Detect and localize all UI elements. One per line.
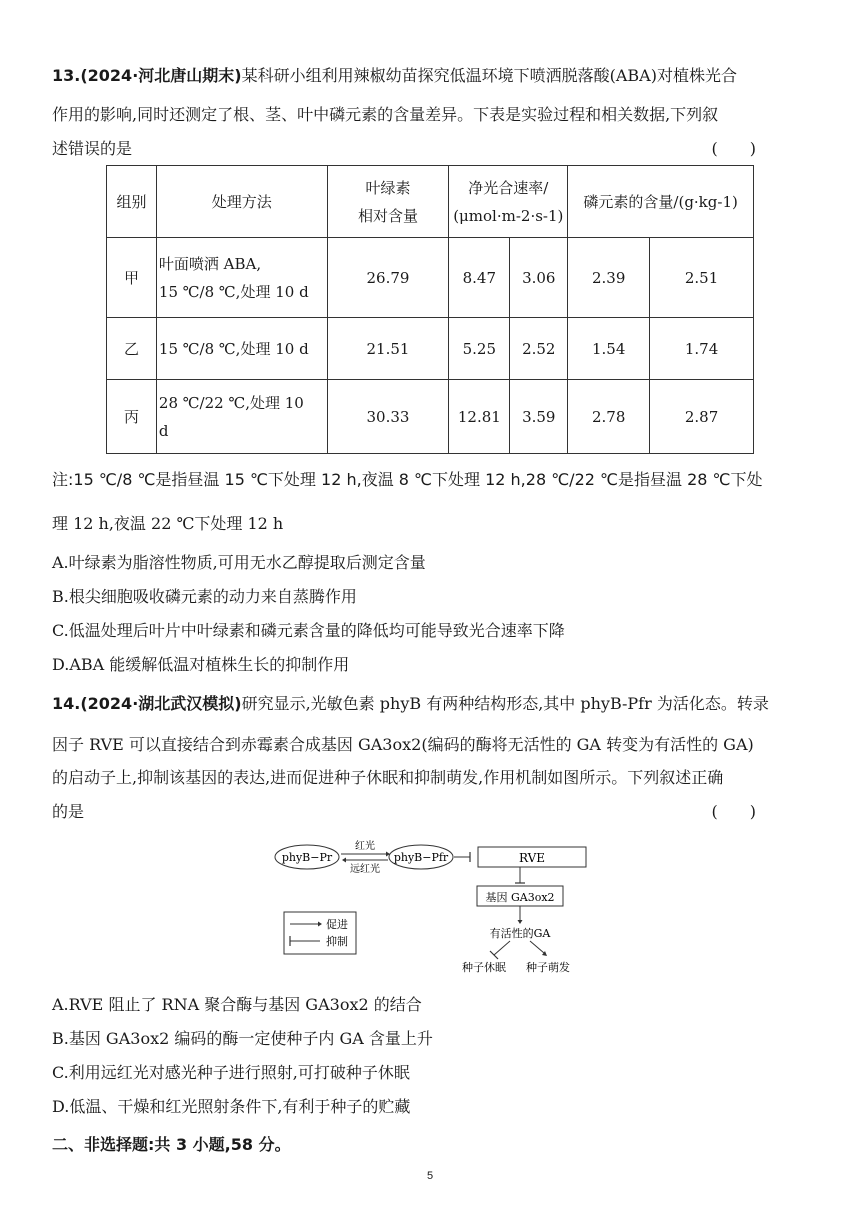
table-note-line2: 理 12 h,夜温 22 ℃下处理 12 h: [52, 514, 284, 533]
q14-line1: 14.(2024·湖北武汉模拟)研究显示,光敏色素 phyB 有两种结构形态,其中 phyB-Pfr 为活化态。转录: [52, 694, 769, 713]
germination-label: 种子萌发: [526, 961, 570, 974]
answer-paren: ( ): [711, 802, 756, 821]
legend-arrow-icon: [318, 922, 322, 927]
header-chlorophyll: 叶绿素 相对含量: [327, 166, 449, 238]
header-group: 组别: [107, 166, 157, 238]
q14-option-b: B.基因 GA3ox2 编码的酶一定使种子内 GA 含量上升: [52, 1029, 433, 1048]
phyb-pfr-label: phyB−Pfr: [393, 851, 449, 864]
table-row: 甲 叶面喷洒 ABA, 15 ℃/8 ℃,处理 10 d 26.79 8.47 3.06 2.39 2.51: [107, 238, 754, 318]
legend-inhibit-label: 抑制: [326, 935, 348, 948]
q13-option-a: A.叶绿素为脂溶性物质,可用无水乙醇提取后测定含量: [52, 553, 426, 572]
table-header-row: [107, 166, 754, 238]
q13-option-c: C.低温处理后叶片中叶绿素和磷元素含量的降低均可能导致光合速率下降: [52, 621, 565, 640]
arrow-promote: [518, 920, 523, 924]
dormancy-label: 种子休眠: [462, 961, 506, 974]
arrow-far-red-light: [342, 858, 346, 863]
header-method: 处理方法: [156, 166, 327, 238]
table-row: 乙 15 ℃/8 ℃,处理 10 d 21.51 5.25 2.52 1.54 1.74: [107, 318, 754, 380]
gene-label: 基因 GA3ox2: [485, 891, 555, 904]
rve-label: RVE: [518, 851, 546, 865]
far-red-light-label: 远红光: [350, 864, 380, 875]
q13-source: 13.(2024·河北唐山期末): [52, 66, 242, 85]
mechanism-diagram: [270, 835, 600, 980]
q13-line2: 作用的影响,同时还测定了根、茎、叶中磷元素的含量差异。下表是实验过程和相关数据,下列叙: [52, 105, 719, 124]
q13-line1: 13.(2024·河北唐山期末)某科研小组利用辣椒幼苗探究低温环境下喷洒脱落酸(ABA)对植株光合: [52, 66, 737, 85]
legend-promote-label: 促进: [326, 918, 348, 931]
q14-option-c: C.利用远红光对感光种子进行照射,可打破种子休眠: [52, 1063, 410, 1082]
q14-line4: 的是 ( ): [52, 802, 756, 821]
q14-line3: 的启动子上,抑制该基因的表达,进而促进种子休眠和抑制萌发,作用机制如图所示。下列叙述正确: [52, 768, 724, 787]
q13-option-b: B.根尖细胞吸收磷元素的动力来自蒸腾作用: [52, 587, 357, 606]
q14-line2: 因子 RVE 可以直接结合到赤霉素合成基因 GA3ox2(编码的酶将无活性的 GA 转变为有活性的 GA): [52, 735, 754, 754]
q14-option-d: D.低温、干燥和红光照射条件下,有利于种子的贮藏: [52, 1097, 411, 1116]
answer-paren: ( ): [711, 139, 756, 158]
q13-line3: 述错误的是 ( ): [52, 139, 756, 158]
page-number: 5: [426, 1170, 434, 1182]
section-heading: 二、非选择题:共 3 小题,58 分。: [52, 1135, 291, 1154]
header-phosphorus: 磷元素的含量/(g·kg-1): [568, 166, 754, 238]
data-table: [106, 165, 754, 454]
phyb-pr-label: phyB−Pr: [281, 851, 333, 864]
red-light-label: 红光: [355, 841, 375, 852]
q13-option-d: D.ABA 能缓解低温对植株生长的抑制作用: [52, 655, 350, 674]
q14-option-a: A.RVE 阻止了 RNA 聚合酶与基因 GA3ox2 的结合: [52, 995, 422, 1014]
table-note-line1: 注:15 ℃/8 ℃是指昼温 15 ℃下处理 12 h,夜温 8 ℃下处理 12 h,28 ℃/22 ℃是指昼温 28 ℃下处: [52, 470, 763, 489]
q14-source: 14.(2024·湖北武汉模拟): [52, 694, 242, 713]
active-ga-label: 有活性的GA: [489, 927, 551, 940]
table-row: 丙 28 ℃/22 ℃,处理 10 d 30.33 12.81 3.59 2.78 2.87: [107, 380, 754, 454]
header-rate: 净光合速率/ (μmol·m-2·s-1): [449, 166, 568, 238]
